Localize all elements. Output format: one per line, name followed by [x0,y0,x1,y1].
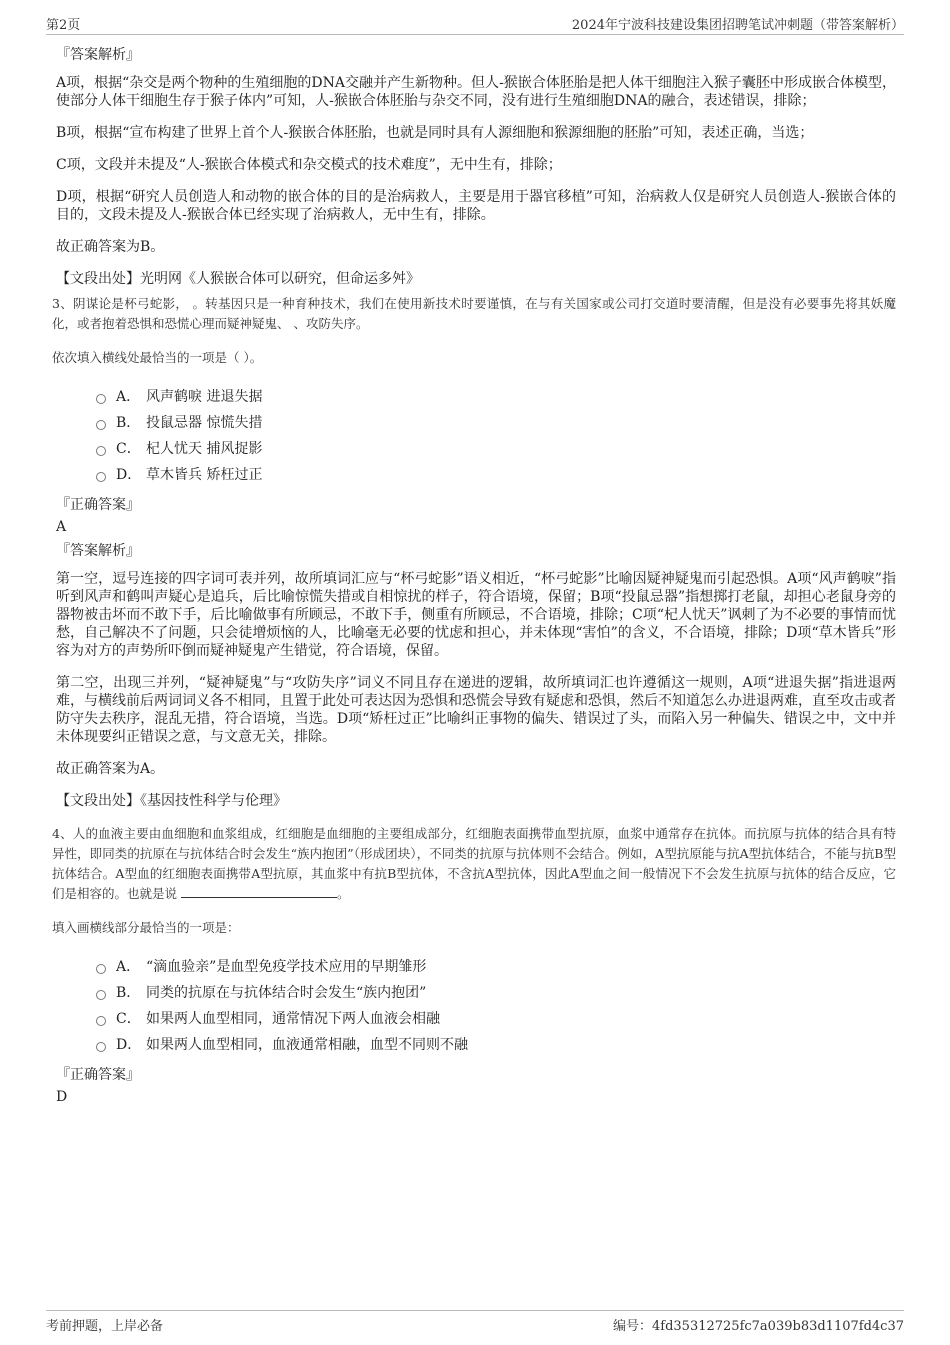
radio-icon[interactable] [96,394,106,404]
correct-answer: A [56,519,67,535]
radio-icon[interactable] [96,964,106,974]
option-d[interactable]: D． 草木皆兵 矫枉过正 [96,462,896,488]
option-c[interactable]: C． 杞人忧天 捕风捉影 [96,436,896,462]
radio-icon[interactable] [96,1016,106,1026]
analysis-conclusion: 故正确答案为B。 [56,239,165,255]
analysis-conclusion: 故正确答案为A。 [56,761,165,777]
analysis-label: 『答案解析』 [56,47,140,63]
radio-icon[interactable] [96,420,106,430]
analysis-paragraph: A项，根据“杂交是两个物种的生殖细胞的DNA交融并产生新物种。但人-猴嵌合体胚胎是把人体干细胞注入猴子囊胚中形成嵌合体模型，使部分人体干细胞生存于猴子体内”可知，人-猴嵌合体胚胎与杂交不同，没有进行生殖细胞DNA的融合，表述错误，排除； [56,75,896,109]
analysis-paragraph: D项，根据“研究人员创造人和动物的嵌合体的目的是治病救人，主要是用于器官移植”可知，治病救人仅是研究人员创造人-猴嵌合体的目的，文段未提及人-猴嵌合体已经实现了治病救人，无中生有，排除。 [56,189,896,223]
options-list-3 [96,384,896,488]
question-instruction-4: 填入画横线部分最恰当的一项是： [52,920,240,935]
question-instruction-3: 依次填入横线处最恰当的一项是（ ）。 [52,350,263,365]
source-citation: 【文段出处】光明网《人猴嵌合体可以研究，但命运多舛》 [56,271,420,287]
correct-answer-label: 『正确答案』 [56,1067,140,1083]
analysis-paragraph: C项，文段并未提及“人-猴嵌合体模式和杂交模式的技术难度”，无中生有，排除； [56,157,562,173]
footer-slogan: 考前押题，上岸必备 [46,1319,164,1334]
correct-answer: D [56,1089,68,1105]
radio-icon[interactable] [96,1042,106,1052]
analysis-label: 『答案解析』 [56,543,140,559]
question-stem-3: 3、阴谋论是杯弓蛇影， 。转基因只是一种育种技术，我们在使用新技术时要谨慎，在与有关国家或公司打交道时要清醒，但是没有必要事先将其妖魔化，或者抱着恐惧和恐慌心理而疑神疑鬼、 、攻防失序。 [52,296,896,331]
correct-answer-label: 『正确答案』 [56,497,140,513]
source-citation: 【文段出处】《基因技性科学与伦理》 [56,793,287,809]
option-b[interactable]: B． 投鼠忌器 惊慌失措 [96,410,896,436]
analysis-paragraph: 第一空，逗号连接的四字词可表并列，故所填词汇应与“杯弓蛇影”语义相近，“杯弓蛇影”比喻因疑神疑鬼而引起恐惧。A项“风声鹤唳”指听到风声和鹤叫声疑心是追兵，后比喻惊慌失措或自相惊扰的样子，符合语境，保留；B项“投鼠忌器”指想掷打老鼠，却担心老鼠身旁的器物被击坏而不敢下手，后比喻做事有所顾忌，不敢下手，侧重有所顾忌，不合语境，排除；C项“杞人忧天”讽刺了为不必要的事情而忧愁，自己解决不了问题，只会徒增烦恼的人，比喻毫无必要的忧虑和担心，并未体现“害怕”的含义，不合语境，排除；D项“草木皆兵”形容为对方的声势所吓倒而疑神疑鬼产生错觉，符合语境，保留。 [56,571,896,659]
question-stem-4: 4、人的血液主要由血细胞和血浆组成，红细胞是血细胞的主要组成部分，红细胞表面携带血型抗原，血浆中通常存在抗体。而抗原与抗体的结合具有特异性，即同类的抗原在与抗体结合时会发生“族内抱团”（形成团块），不同类的抗原与抗体则不会结合。例如，A型抗原能与抗A型抗体结合，不能与抗B型抗体结合。A型血的红细胞表面携带A型抗原，其血浆中有抗B型抗体，不含抗A型抗体，因此A型血之间一般情况下不会发生抗原与抗体的结合反应，它们是相容的。也就是说 。 [52,826,896,901]
page-header [46,14,904,35]
radio-icon[interactable] [96,446,106,456]
option-a[interactable]: A． 风声鹤唳 进退失据 [96,384,896,410]
analysis-paragraph: 第二空，出现三并列，“疑神疑鬼”与“攻防失序”词义不同且存在递进的逻辑，故所填词汇也许遵循这一规则，A项“进退失据”指进退两难，与横线前后两词词义各不相同，且置于此处可表达因为恐惧和恐慌会导致有疑虑和恐惧，然后不知道怎么办进退两难，直至攻击或者防守失去秩序，混乱无措，符合语境，当选。D项“矫枉过正”比喻纠正事物的偏失、错误过了头，而陷入另一种偏失、错误之中，文中并未体现要纠正错误之意，与文意无关，排除。 [56,675,896,745]
page-footer [46,1310,904,1336]
document-id: 编号：4fd35312725fc7a039b83d1107fd4c37 [613,1319,904,1334]
option-b[interactable]: B． 同类的抗原在与抗体结合时会发生“族内抱团” [96,980,896,1006]
options-list-4 [96,954,896,1058]
analysis-paragraph: B项，根据“宣布构建了世界上首个人-猴嵌合体胚胎，也就是同时具有人源细胞和猴源细胞的胚胎”可知，表述正确，当选； [56,125,814,141]
option-c[interactable]: C． 如果两人血型相同，通常情况下两人血液会相融 [96,1006,896,1032]
option-a[interactable]: A． “滴血验亲”是血型免疫学技术应用的早期雏形 [96,954,896,980]
page-content [52,46,896,1112]
fill-blank [181,885,337,898]
page-number: 第2页 [46,18,81,33]
document-title: 2024年宁波科技建设集团招聘笔试冲刺题（带答案解析） [571,18,904,33]
radio-icon[interactable] [96,472,106,482]
radio-icon[interactable] [96,990,106,1000]
option-d[interactable]: D． 如果两人血型相同，血液通常相融，血型不同则不融 [96,1032,896,1058]
